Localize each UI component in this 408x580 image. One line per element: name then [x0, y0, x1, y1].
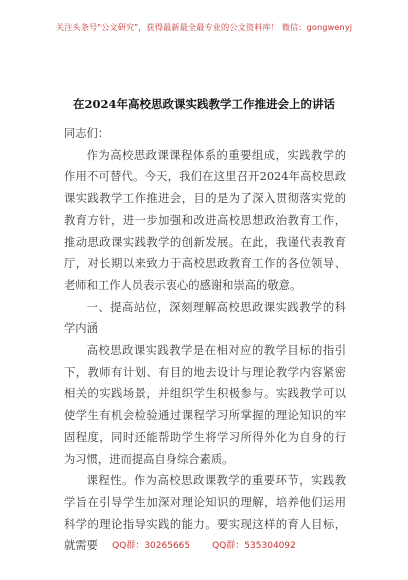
footer-banner	[0, 538, 408, 551]
header-banner: 关注头条号"公文研究"，获得最新最全最专业的公文资料库！ 微信：gongwenyj	[55, 22, 353, 32]
salutation: 同志们：	[64, 127, 110, 140]
document-body	[64, 123, 346, 557]
paragraph: 课程性。作为高校思政课教学的重要环节，实践教学旨在引导学生加深对理论知识的理解，培养他们运用科学的理论指导实践的能力。要实现这样的育人目标，就需要	[64, 474, 346, 553]
qq-group-2: QQ群：535304092	[212, 541, 296, 551]
paragraph: 高校思政课实践教学是在相对应的教学目标的指引下，教师有计划、有目的地去设计与理论教学内容紧密相关的实践场景，并组织学生积极参与。实践教学可以使学生有机会检验通过课程学习所掌握的理论知识的牢固程度，同时还能帮助学生将学习所得外化为自身的行为习惯，进而提高自身综合素质。	[64, 344, 346, 466]
section-heading: 一、提高站位，深刻理解高校思政课实践教学的科学内涵	[64, 300, 346, 336]
document-title: 在2024年高校思政课实践教学工作推进会上的讲话	[72, 97, 335, 111]
qq-group-1: QQ群：30265665	[112, 541, 191, 551]
paragraph: 作为高校思政课课程体系的重要组成，实践教学的作用不可替代。今天，我们在这里召开2024年高校思政课实践教学工作推进会，目的是为了深入贯彻落实党的教育方针，进一步加强和改进高校思想政治教育工作，推动思政课实践教学的创新发展。在此，我谨代表教育厅，对长期以来致力于高校思政教育工作的各位领导、老师和工作人员表示衷心的感谢和崇高的敬意。	[64, 148, 346, 292]
